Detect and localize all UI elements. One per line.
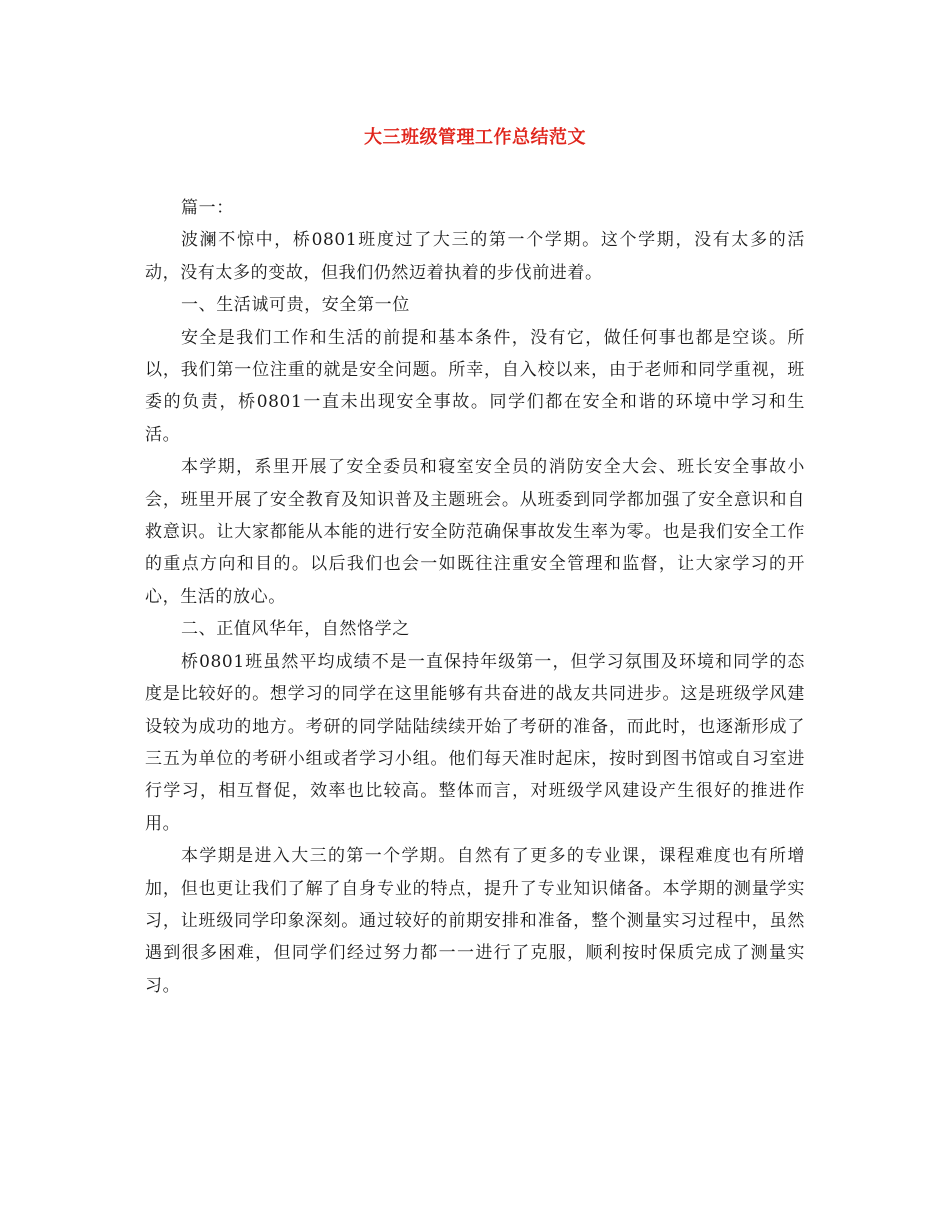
paragraph-opening: 波澜不惊中，桥0801班度过了大三的第一个学期。这个学期，没有太多的活动，没有太多的变故，但我们仍然迈着执着的步伐前进着。	[145, 230, 805, 283]
section-heading-safety: 一、生活诚可贵，安全第一位	[181, 295, 410, 316]
document-title: 大三班级管理工作总结范文	[364, 127, 586, 148]
paragraph-safety-2: 本学期，系里开展了安全委员和寝室安全员的消防安全大会、班长安全事故小会，班里开展了安全教育及知识普及主题班会。从班委到同学都加强了安全意识和自救意识。让大家都能从本能的进行安全防范确保事故发生率为零。也是我们安全工作的重点方向和目的。以后我们也会一如既往注重安全管理和监督，让大家学习的开心，生活的放心。	[145, 457, 805, 607]
paragraph-study-2: 本学期是进入大三的第一个学期。自然有了更多的专业课，课程难度也有所增加，但也更让我们了解了自身专业的特点，提升了专业知识储备。本学期的测量学实习，让班级同学印象深刻。通过较好的前期安排和准备，整个测量实习过程中，虽然遇到很多困难，但同学们经过努力都一一进行了克服，顺利按时保质完成了测量实习。	[145, 846, 805, 996]
document-body	[145, 192, 805, 1002]
section-heading-study: 二、正值风华年，自然恪学之	[181, 619, 410, 640]
paragraph-study-1: 桥0801班虽然平均成绩不是一直保持年级第一，但学习氛围及环境和同学的态度是比较好的。想学习的同学在这里能够有共奋进的战友共同进步。这是班级学风建设较为成功的地方。考研的同学陆陆续续开始了考研的准备，而此时，也逐渐形成了三五为单位的考研小组或者学习小组。他们每天准时起床，按时到图书馆或自习室进行学习，相互督促，效率也比较高。整体而言，对班级学风建设产生很好的推进作用。	[145, 651, 805, 834]
paragraph-intro-label: 篇一：	[181, 198, 234, 218]
paragraph-safety-1: 安全是我们工作和生活的前提和基本条件，没有它，做任何事也都是空谈。所以，我们第一位注重的就是安全问题。所幸，自入校以来，由于老师和同学重视，班委的负责，桥0801一直未出现安全事故。同学们都在安全和谐的环境中学习和生活。	[145, 327, 805, 445]
